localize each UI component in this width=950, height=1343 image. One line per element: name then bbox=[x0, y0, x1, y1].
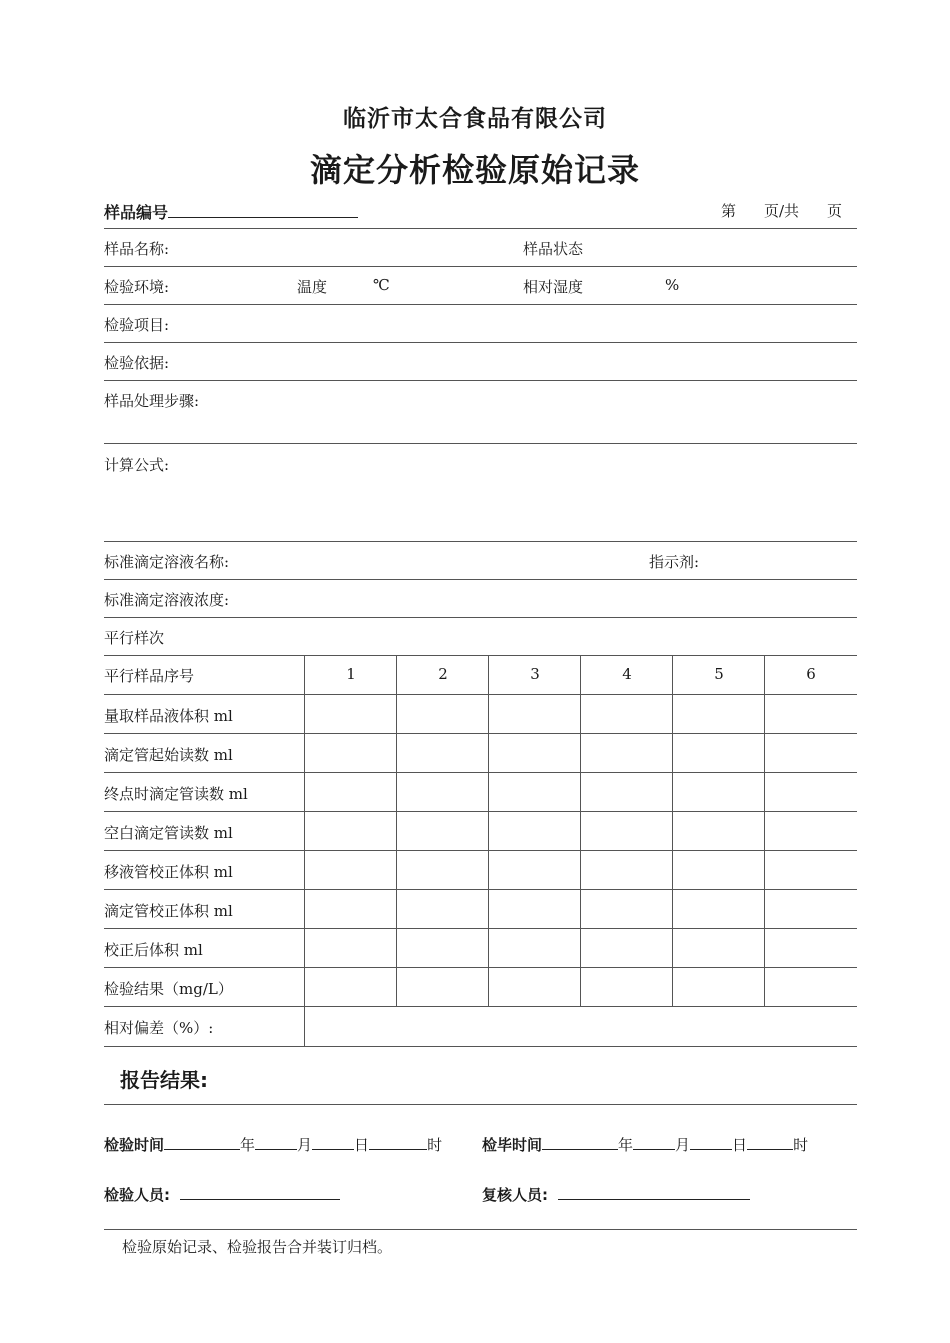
test-time-row: 检验时间 年 月 日 时 bbox=[104, 1133, 442, 1155]
rule bbox=[104, 1046, 857, 1047]
rule bbox=[104, 967, 857, 968]
test-time-hour-field[interactable] bbox=[369, 1133, 427, 1150]
grid-line bbox=[672, 655, 673, 1006]
rule bbox=[104, 443, 857, 444]
grid-line bbox=[488, 655, 489, 1006]
sample-number-label: 样品编号 bbox=[104, 200, 358, 223]
finish-time-year-field[interactable] bbox=[542, 1133, 618, 1150]
sample-state-label: 样品状态 bbox=[523, 240, 584, 258]
rule bbox=[104, 850, 857, 851]
environment-label: 检验环境: bbox=[104, 278, 170, 296]
rule bbox=[104, 1229, 857, 1230]
page-indicator-2: 页/共 bbox=[764, 202, 800, 220]
rule bbox=[104, 928, 857, 929]
table-row: 校正后体积 ml bbox=[104, 941, 203, 959]
temperature-label: 温度 bbox=[297, 278, 328, 296]
rule bbox=[104, 304, 857, 305]
sample-number-field[interactable] bbox=[168, 201, 358, 218]
rule bbox=[104, 380, 857, 381]
table-row: 滴定管校正体积 ml bbox=[104, 902, 233, 920]
table-row: 移液管校正体积 ml bbox=[104, 863, 233, 881]
processing-label: 样品处理步骤: bbox=[104, 392, 200, 410]
test-time-month-field[interactable] bbox=[255, 1133, 297, 1150]
rule bbox=[104, 579, 857, 580]
finish-time-row: 检毕时间 年 月 日 时 bbox=[482, 1133, 808, 1155]
rule bbox=[104, 694, 857, 695]
rule bbox=[104, 733, 857, 734]
rule bbox=[104, 266, 857, 267]
finish-time-hour-field[interactable] bbox=[747, 1133, 793, 1150]
finish-time-month-field[interactable] bbox=[633, 1133, 675, 1150]
table-row: 量取样品液体积 ml bbox=[104, 707, 233, 725]
page-indicator-1: 第 bbox=[721, 202, 737, 220]
std-solution-conc-label: 标准滴定溶液浓度: bbox=[104, 591, 230, 609]
parallel-label: 平行样次 bbox=[104, 629, 165, 647]
inspector-row: 检验人员: bbox=[104, 1183, 340, 1205]
formula-label: 计算公式: bbox=[104, 456, 170, 474]
temperature-unit: ℃ bbox=[373, 276, 390, 294]
rule bbox=[104, 342, 857, 343]
document-title: 滴定分析检验原始记录 bbox=[309, 151, 640, 189]
reviewer-row: 复核人员: bbox=[482, 1183, 750, 1205]
rule bbox=[104, 772, 857, 773]
page-indicator-3: 页 bbox=[827, 202, 843, 220]
column-header: 1 bbox=[346, 665, 356, 683]
std-solution-name-label: 标准滴定溶液名称: bbox=[104, 553, 230, 571]
grid-line bbox=[396, 655, 397, 1006]
rule bbox=[104, 617, 857, 618]
rule bbox=[104, 1104, 857, 1105]
column-header: 2 bbox=[438, 665, 448, 683]
archive-note: 检验原始记录、检验报告合并装订归档。 bbox=[122, 1238, 393, 1256]
humidity-label: 相对湿度 bbox=[523, 278, 584, 296]
rule bbox=[104, 811, 857, 812]
grid-line bbox=[764, 655, 765, 1006]
test-item-label: 检验项目: bbox=[104, 316, 170, 334]
sample-name-label: 样品名称: bbox=[104, 240, 170, 258]
table-header-label: 平行样品序号 bbox=[104, 667, 195, 685]
table-row: 终点时滴定管读数 ml bbox=[104, 785, 248, 803]
table-row: 空白滴定管读数 ml bbox=[104, 824, 233, 842]
column-header: 3 bbox=[530, 665, 540, 683]
humidity-unit: % bbox=[665, 276, 680, 294]
test-basis-label: 检验依据: bbox=[104, 354, 170, 372]
test-time-year-field[interactable] bbox=[164, 1133, 240, 1150]
finish-time-day-field[interactable] bbox=[690, 1133, 732, 1150]
rule bbox=[104, 1006, 857, 1007]
grid-line bbox=[304, 655, 305, 1046]
reviewer-field[interactable] bbox=[558, 1183, 750, 1200]
rule bbox=[104, 655, 857, 656]
grid-line bbox=[580, 655, 581, 1006]
column-header: 6 bbox=[806, 665, 816, 683]
inspector-field[interactable] bbox=[180, 1183, 340, 1200]
column-header: 4 bbox=[622, 665, 632, 683]
indicator-label: 指示剂: bbox=[649, 553, 700, 571]
table-row: 滴定管起始读数 ml bbox=[104, 746, 233, 764]
table-row: 检验结果（mg/L） bbox=[104, 980, 233, 998]
rule bbox=[104, 889, 857, 890]
rule bbox=[104, 541, 857, 542]
test-time-day-field[interactable] bbox=[312, 1133, 354, 1150]
company-name: 临沂市太合食品有限公司 bbox=[343, 106, 607, 132]
deviation-label: 相对偏差（%）: bbox=[104, 1019, 214, 1037]
column-header: 5 bbox=[714, 665, 724, 683]
report-result-label: 报告结果: bbox=[120, 1068, 208, 1092]
rule bbox=[104, 228, 857, 229]
